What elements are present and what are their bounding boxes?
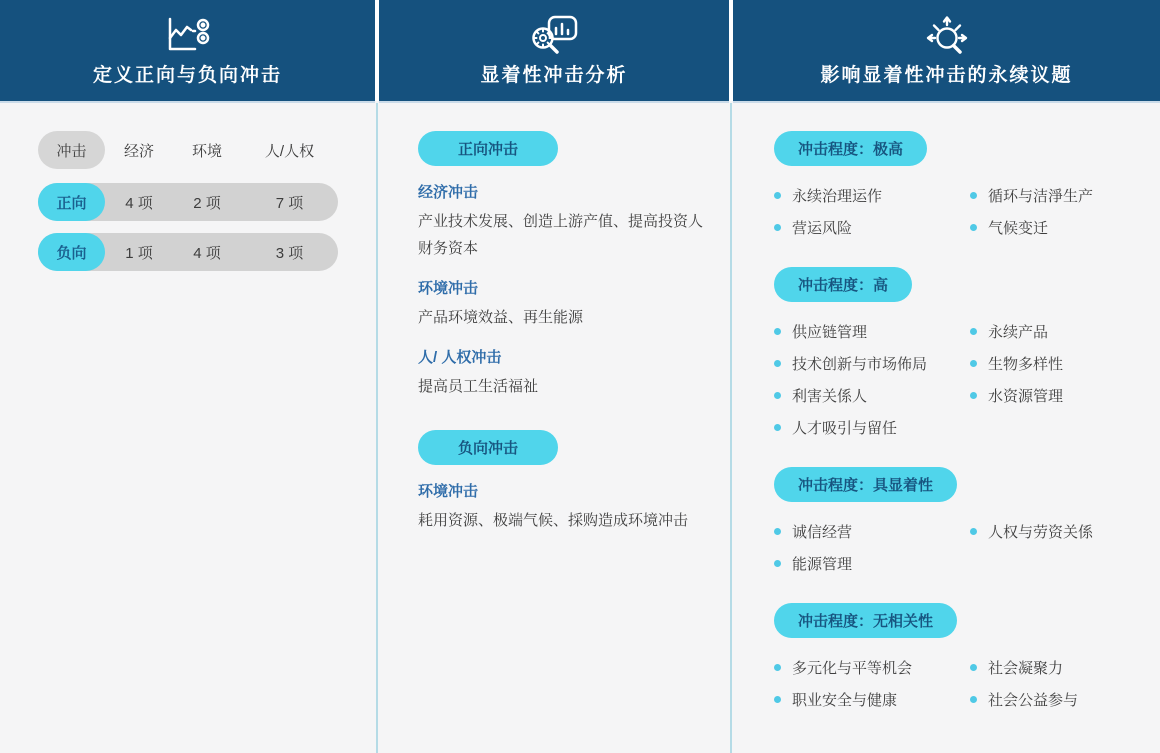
topic-label: 永续产品 (988, 323, 1049, 341)
topic-label: 人才吸引与留任 (792, 419, 898, 437)
column-title: 定义正向与负向冲击 (92, 65, 282, 86)
negative-impact-pill: 负向冲击 (418, 430, 558, 465)
entry-heading: 经济冲击 (418, 184, 479, 201)
topic-label: 永续治理运作 (792, 187, 883, 205)
list-item (970, 315, 1063, 347)
bullet-icon (970, 528, 977, 535)
table-row-negative (38, 233, 338, 271)
topic-label: 职业安全与健康 (792, 691, 898, 709)
bullet-icon (970, 224, 977, 231)
cell-value: 4 项 (193, 244, 221, 262)
list-item (774, 547, 970, 579)
column-header-environment: 环境 (191, 142, 222, 160)
impact-group-high (774, 267, 1160, 443)
list-item (970, 347, 1063, 379)
list-item (970, 179, 1093, 211)
column-header-sustainability-topics (733, 0, 1160, 103)
topic-label: 利害关係人 (792, 387, 868, 405)
list-item (774, 651, 970, 683)
list-item (970, 651, 1078, 683)
impact-entry-environment (418, 277, 714, 331)
negative-section (418, 430, 729, 534)
list-item (774, 515, 970, 547)
bullet-icon (970, 328, 977, 335)
impact-group-material (774, 467, 1160, 579)
column-divider (730, 103, 732, 753)
bullet-icon (970, 192, 977, 199)
row-label-chip: 正向 (38, 183, 105, 221)
column-header-define-impacts (0, 0, 375, 103)
impact-count-table (38, 131, 375, 271)
entry-heading: 环境冲击 (418, 483, 479, 500)
column-header-people-rights: 人/人权 (264, 142, 315, 160)
list-item (774, 411, 970, 443)
list-item (970, 515, 1093, 547)
bullet-icon (970, 360, 977, 367)
list-item (774, 211, 970, 243)
impact-group-extreme (774, 131, 1160, 243)
cell-value: 2 项 (193, 194, 221, 212)
impact-level-pill: 冲击程度：具显着性 (774, 467, 957, 502)
list-item (774, 315, 970, 347)
bullet-icon (774, 424, 781, 431)
magnifier-gear-chart-icon (529, 13, 579, 57)
line-chart-icon (165, 13, 211, 57)
list-item (970, 211, 1093, 243)
cell-value: 1 项 (125, 244, 153, 262)
materiality-analysis-column (379, 101, 729, 751)
bullet-icon (774, 528, 781, 535)
header-band (0, 0, 1160, 101)
bullet-icon (774, 224, 781, 231)
bullet-icon (970, 664, 977, 671)
list-item (970, 379, 1063, 411)
bullet-icon (774, 392, 781, 399)
row-label-chip: 负向 (38, 233, 105, 271)
bullet-icon (774, 560, 781, 567)
cell-value: 7 项 (275, 194, 304, 212)
topic-label: 诚信经营 (792, 523, 853, 541)
define-impacts-column (0, 101, 375, 751)
bullet-icon (970, 392, 977, 399)
positive-impact-pill: 正向冲击 (418, 131, 558, 166)
column-title: 显着性冲击分析 (480, 65, 628, 86)
list-item (774, 347, 970, 379)
bullet-icon (774, 664, 781, 671)
table-header-row (38, 131, 338, 169)
impact-entry-environment-negative (418, 480, 714, 534)
topic-label: 气候变迁 (988, 219, 1049, 237)
list-item (774, 379, 970, 411)
topic-label: 水资源管理 (988, 387, 1064, 405)
table-row-positive (38, 183, 338, 221)
impact-level-pill: 冲击程度：高 (774, 267, 912, 302)
entry-text: 耗用资源、极端气候、採购造成环境冲击 (418, 512, 689, 529)
topic-label: 社会公益参与 (988, 691, 1079, 709)
topic-label: 生物多样性 (988, 355, 1064, 373)
bullet-icon (774, 328, 781, 335)
impact-level-pill: 冲击程度：无相关性 (774, 603, 957, 638)
column-title: 影响显着性冲击的永续议题 (820, 65, 1073, 86)
bullet-icon (774, 696, 781, 703)
topic-label: 营运风险 (792, 219, 853, 237)
topic-label: 人权与劳资关係 (988, 523, 1094, 541)
magnifier-rays-icon (922, 13, 972, 57)
bullet-icon (970, 696, 977, 703)
column-header-materiality-analysis (379, 0, 729, 103)
bullet-icon (774, 360, 781, 367)
column-header-economy: 经济 (123, 142, 154, 160)
topic-label: 能源管理 (792, 555, 853, 573)
topic-label: 技术创新与市场佈局 (792, 355, 928, 373)
sustainability-topics-column (733, 101, 1160, 751)
column-divider (376, 103, 378, 753)
body-columns (0, 101, 1160, 751)
topic-label: 供应链管理 (792, 323, 868, 341)
list-item (774, 179, 970, 211)
entry-text: 提高员工生活福祉 (418, 378, 539, 395)
impact-level-pill: 冲击程度：极高 (774, 131, 927, 166)
entry-text: 产品环境效益、再生能源 (418, 309, 584, 326)
table-corner-chip: 冲击 (38, 131, 105, 169)
entry-text: 产业技术发展、创造上游产值、提高投资人财务资本 (418, 213, 704, 257)
cell-value: 3 项 (275, 244, 304, 262)
bullet-icon (774, 192, 781, 199)
list-item (774, 683, 970, 715)
entry-heading: 人/ 人权冲击 (418, 349, 502, 366)
topic-label: 多元化与平等机会 (792, 659, 913, 677)
impact-entry-human-rights (418, 346, 714, 400)
topic-label: 循环与洁淨生产 (988, 187, 1094, 205)
entry-heading: 环境冲击 (418, 280, 479, 297)
topic-label: 社会凝聚力 (988, 659, 1064, 677)
list-item (970, 683, 1078, 715)
cell-value: 4 项 (125, 194, 153, 212)
impact-group-not-relevant (774, 603, 1160, 715)
impact-entry-economy (418, 181, 714, 262)
